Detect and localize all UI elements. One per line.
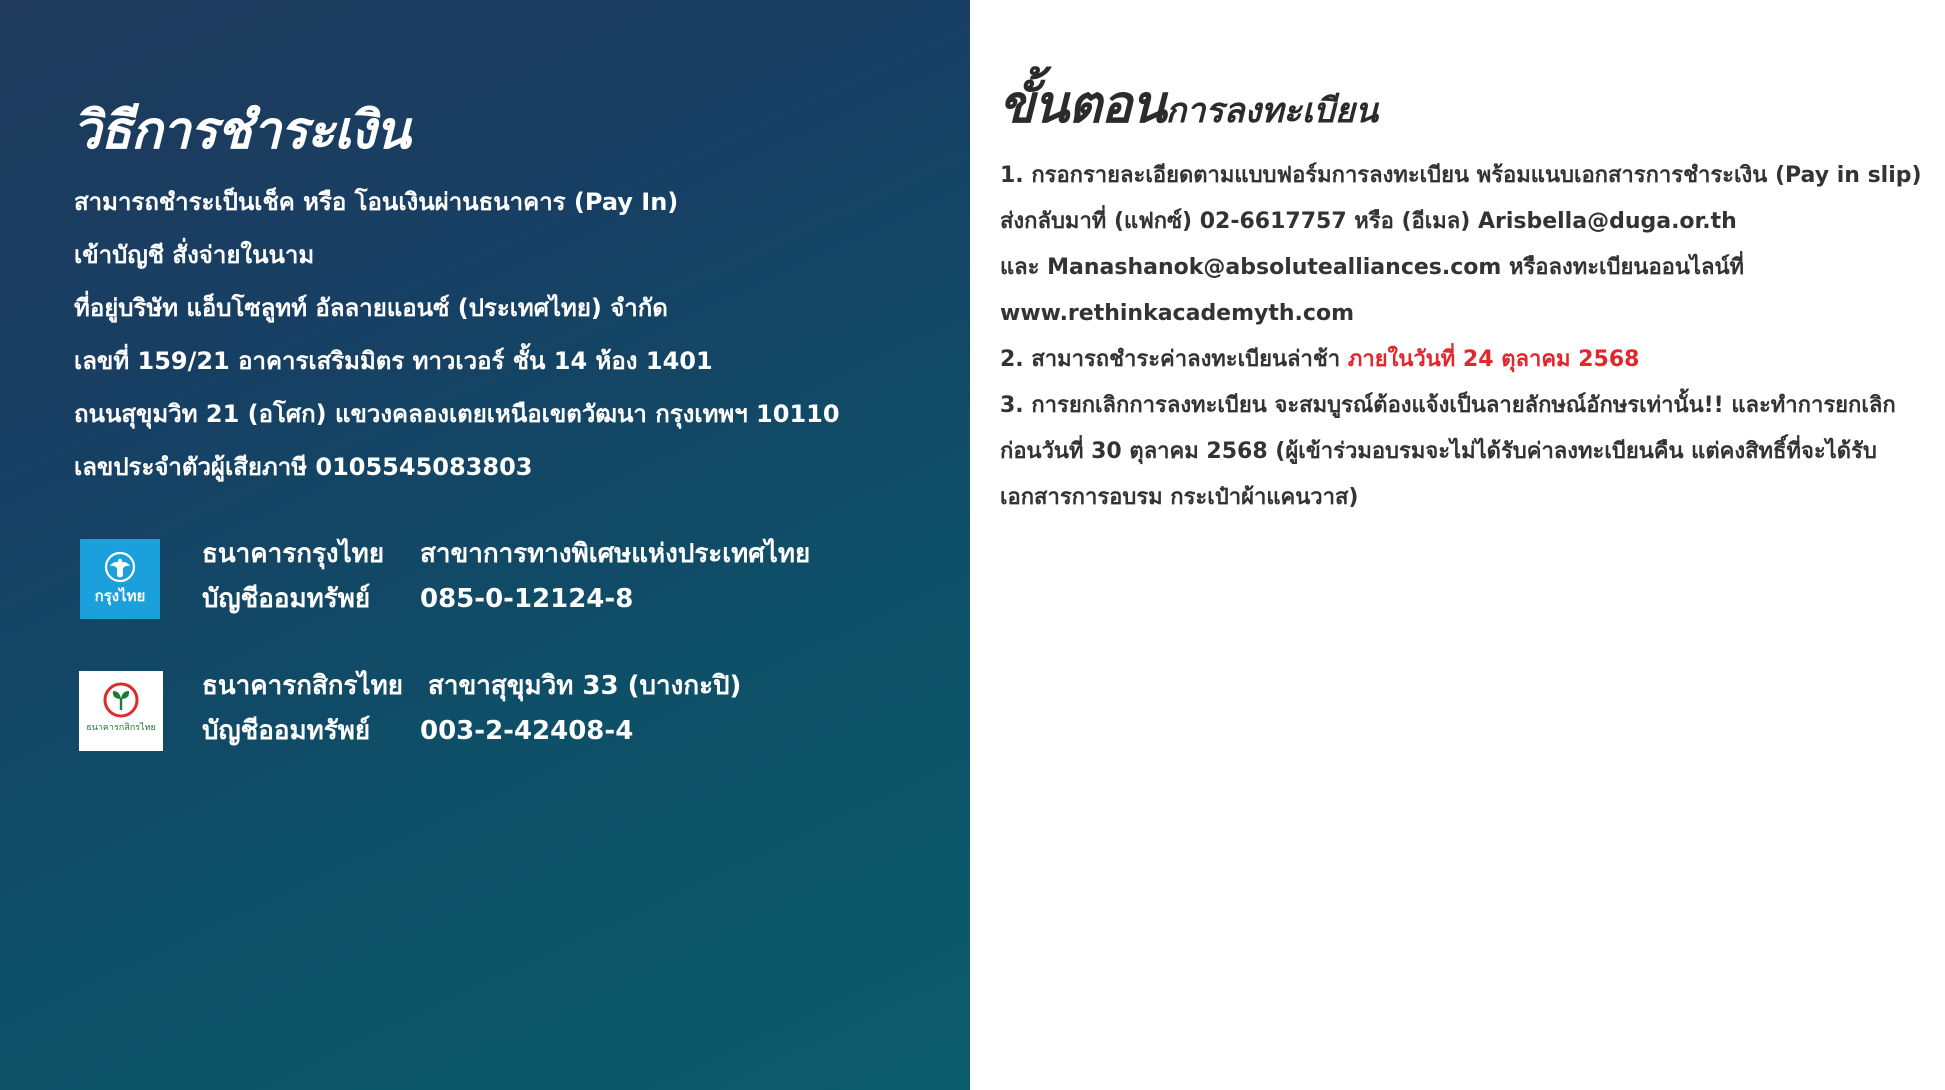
- registration-panel: [970, 0, 1945, 1090]
- ktb-logo: [80, 539, 160, 619]
- ktb-account-type: บัญชีออมทรัพย์: [202, 584, 371, 614]
- payment-address-line-2: ถนนสุขุมวิท 21 (อโศก) แขวงคลองเตยเหนือเขตวัฒนา กรุงเทพฯ 10110: [74, 400, 840, 428]
- steps-title: [999, 62, 1378, 145]
- ktb-logo-text: กรุงไทย: [94, 587, 146, 605]
- late-payment-deadline: ภายในวันที่ 24 ตุลาคม 2568: [1347, 347, 1640, 372]
- kbank-account-number: 003-2-42408-4: [420, 716, 634, 746]
- bank-ktb: [80, 532, 940, 622]
- kbank-account-type: บัญชีออมทรัพย์: [202, 716, 371, 746]
- registration-website-link[interactable]: www.rethinkacademyth.com: [1000, 301, 1354, 326]
- step-2-text: 2. สามารถชำระค่าลงทะเบียนล่าช้า: [1000, 347, 1341, 372]
- kbank-branch: สาขาสุขุมวิท 33 (บางกะปิ): [428, 671, 742, 701]
- kbank-logo-text: ธนาคารกสิกรไทย: [86, 723, 156, 733]
- bank-kbank: [80, 664, 940, 754]
- step-3-line-3: เอกสารการอบรม กระเป๋าผ้าแคนวาส): [1000, 485, 1359, 510]
- kbank-name-row: [202, 664, 741, 708]
- step-1-line-2: ส่งกลับมาที่ (แฟกซ์) 02-6617757 หรือ (อีเมล) Arisbella@duga.or.th: [1000, 209, 1737, 234]
- step-1-line-3: และ Manashanok@absolutealliances.com หรือลงทะเบียนออนไลน์ที่: [1000, 255, 1745, 280]
- registration-steps: [1000, 153, 1922, 521]
- ktb-name-row: [202, 532, 810, 576]
- garuda-bird-icon: [101, 551, 139, 587]
- payment-panel: [0, 0, 970, 1090]
- kbank-leaf-icon: [102, 681, 140, 719]
- step-2-line: [1000, 337, 1922, 383]
- payment-title: วิธีการชำระเงิน: [72, 101, 410, 161]
- ktb-bank-name: ธนาคารกรุงไทย: [202, 539, 385, 569]
- ktb-account-number: 085-0-12124-8: [420, 584, 634, 614]
- kbank-logo: [79, 671, 163, 751]
- payment-payee-line: เข้าบัญชี สั่งจ่ายในนาม: [74, 241, 315, 269]
- steps-title-sub: การลงทะเบียน: [1165, 91, 1379, 131]
- payment-details: [74, 176, 840, 494]
- payment-method-line: สามารถชำระเป็นเช็ค หรือ โอนเงินผ่านธนาคาร (Pay In): [74, 188, 679, 216]
- payment-address-line-1: เลขที่ 159/21 อาคารเสริมมิตร ทาวเวอร์ ชั้น 14 ห้อง 1401: [74, 347, 713, 375]
- kbank-bank-name: ธนาคารกสิกรไทย: [202, 671, 403, 701]
- steps-title-main: ขั้นตอน: [999, 75, 1166, 135]
- ktb-branch: สาขาการทางพิเศษแห่งประเทศไทย: [420, 539, 811, 569]
- step-3-line-2: ก่อนวันที่ 30 ตุลาคม 2568 (ผู้เข้าร่วมอบรมจะไม่ได้รับค่าลงทะเบียนคืน แต่คงสิทธิ์ที่จะได้รับ: [1000, 439, 1877, 464]
- step-3-line-1: 3. การยกเลิกการลงทะเบียน จะสมบูรณ์ต้องแจ้งเป็นลายลักษณ์อักษรเท่านั้น!! และทำการยกเลิก: [1000, 393, 1896, 418]
- step-1-line-1: 1. กรอกรายละเอียดตามแบบฟอร์มการลงทะเบียน พร้อมแนบเอกสารการชำระเงิน (Pay in slip): [1000, 163, 1922, 188]
- kbank-account-row: [202, 709, 633, 753]
- payment-tax-id-line: เลขประจำตัวผู้เสียภาษี 0105545083803: [74, 453, 533, 481]
- payment-company-line: ที่อยู่บริษัท แอ็บโซลูทท์ อัลลายแอนซ์ (ประเทศไทย) จำกัด: [74, 294, 668, 322]
- ktb-account-row: [202, 577, 633, 621]
